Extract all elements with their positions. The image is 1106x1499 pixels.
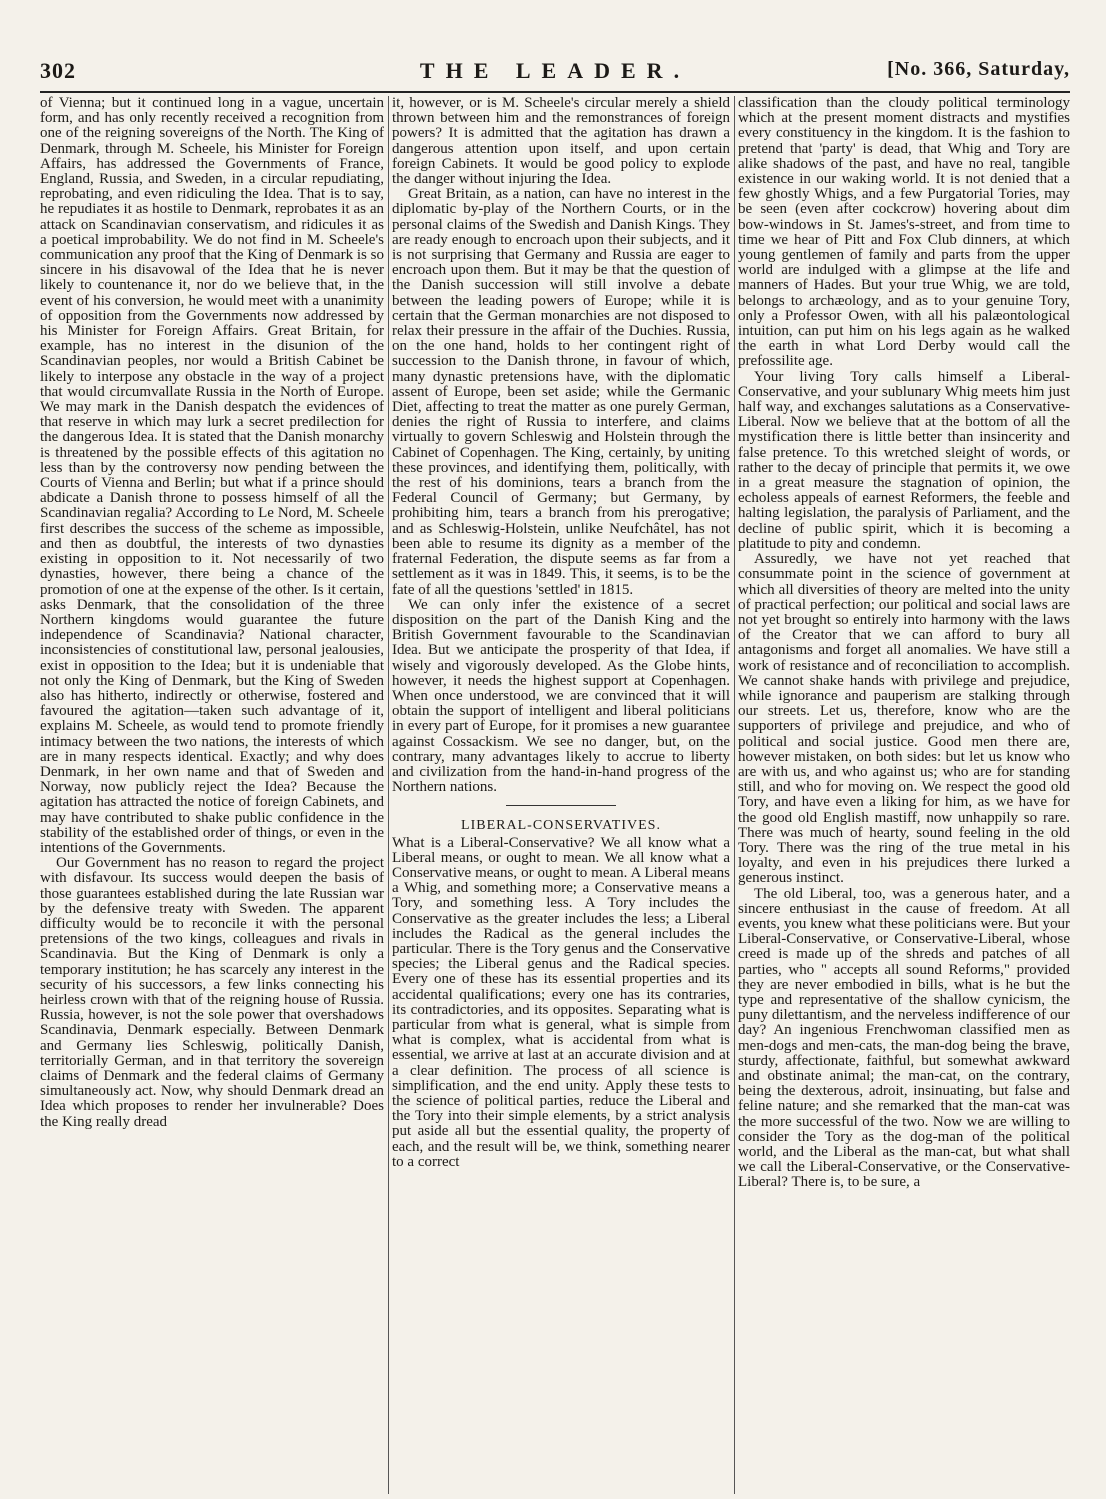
paragraph: Our Government has no reason to regard the project with disfavour. Its success would deepen the basis of those guarantees established during the late Russian war by the defensive treaty with Sweden. The apparent difficulty would be to reconcile it with the personal pretensions of the two kings, colleagues and rivals in Scandinavia. But the King of Denmark is only a temporary institution; he has scarcely any interest in the security of his successors, a few links connecting his heirless crown with that of the reigning house of Russia. Russia, however, is not the sole power that overshadows Scandinavia, Denmark especially. Between Denmark and Germany lies Schleswig, politically Danish, territorially German, and in that territory the sovereign claims of Denmark and the federal claims of Germany simultaneously act. Now, why should Denmark dread an Idea which proposes to render her invulnerable? Does the King really dread [40, 855, 384, 1130]
column-divider [388, 96, 389, 1494]
page-number: 302 [40, 58, 76, 83]
section-rule [506, 805, 616, 806]
paragraph: of Vienna; but it continued long in a vague, uncertain form, and has only recently received a recognition from one of the reigning sovereigns of the North. The King of Denmark, through M. Scheele, his Minister for Foreign Affairs, has addressed the Governments of France, England, Russia, and Sweden, in a circular repudiating, reprobating, and even ridiculing the Idea. That is to say, he repudiates it as hostile to Denmark, reprobates it as an attack on Scandinavian conservatism, and ridicules it as a poetical improbability. We do not find in M. Scheele's communication any proof that the King of Denmark is so sincere in his disavowal of the Idea that he is never likely to countenance it, nor do we believe that, in the event of his conversion, he would meet with a unanimity of opposition from the Governments now addressed by his Minister for Foreign Affairs. Great Britain, for example, has no interest in the disunion of the Scandinavian peoples, nor would a British Cabinet be likely to interpose any obstacle in the way of a project that would circumvallate Russia in the North of Europe. We may mark in the Danish despatch the evidences of that reserve in which may lurk a secret predilection for the dangerous Idea. It is stated that the Danish monarchy is threatened by the possible effects of this agitation no less than by the controversy now pending between the Courts of Vienna and Berlin; but what if a prince should abdicate a Danish throne to possess himself of all the Scandinavian regalia? According to Le Nord, M. Scheele first describes the success of the scheme as impossible, and then as doubtful, the interests of two dynasties existing in opposition to it. Not necessarily of two dynasties, however, there being a chance of the promotion of one at the expense of the other. Is it certain, asks Denmark, that the consolidation of the three Northern kingdoms would guarantee the future independence of Scandinavia? National character, inconsistencies of constitutional law, personal jealousies, exist in opposition to the Idea; but it is undeniable that not only the King of Denmark, but the King of Sweden also has hitherto, indirectly or otherwise, fostered and favoured the agitation—taken such advantage of it, explains M. Scheele, as would tend to promote friendly intimacy between the two nations, the interests of which are in many respects identical. Exactly; and why does Denmark, in her own name and that of Sweden and Norway, now publicly reject the Idea? Because the agitation has attracted the notice of foreign Cabinets, and may have contributed to shake public confidence in the stability of the established order of things, or even in the intentions of the Governments. [40, 96, 384, 856]
paragraph: it, however, or is M. Scheele's circular merely a shield thrown between him and the remonstrances of foreign powers? It is admitted that the agitation has drawn a dangerous attention upon itself, and upon certain foreign Cabinets. It would be good policy to explode the danger without injuring the Idea. [392, 96, 730, 188]
column-right [738, 96, 1070, 1494]
page-header [40, 58, 1070, 88]
section-heading: LIBERAL-CONSERVATIVES. [461, 818, 661, 834]
paragraph: Assuredly, we have not yet reached that consummate point in the science of government at which all diversities of theory are melted into the unity of practical perfection; our political and social laws are not yet brought so entirely into harmony with the laws of the Creator that we can afford to bury all antagonisms and forget all anomalies. We have still a work of resistance and of reconciliation to accomplish. We cannot shake hands with privilege and prejudice, while ignorance and pauperism are stalking through our streets. Let us, therefore, know who are the supporters of privilege and prejudice, and who of political and social justice. Good men there are, however mistaken, on both sides: but let us know who are with us, and who against us; who are for standing still, and who for moving on. We respect the good old Tory, and have even a liking for him, as we have for the good old English mastiff, now unhappily so rare. There was much of hearty, sound feeling in the old Tory. There was the ring of the true metal in his loyalty, and even in his prejudices there lurked a generous instinct. [738, 551, 1070, 887]
paragraph: What is a Liberal-Conservative? We all know what a Liberal means, or ought to mean. We all know what a Conservative means, or ought to mean. A Liberal means a Whig, and something more; a Conservative means a Tory, and something less. A Tory includes the Conservative as the greater includes the less; a Liberal includes the Radical as the general includes the particular. There is the Tory genus and the Conservative species; the Liberal genus and the Radical species. Every one of these has its essential properties and its accidental qualifications; every one has its contraries, its contradictories, and its opposites. Separating what is particular from what is general, what is simple from what is complex, what is accidental from what is essential, we arrive at last at an accurate division and at a clear definition. The process of all science is simplification, and the end unity. Apply these tests to the science of political parties, reduce the Liberal and the Tory into their simple elements, by a strict analysis put aside all but the essential quality, the property of each, and the result will be, we think, something nearer to a correct [392, 834, 730, 1170]
column-left [40, 96, 384, 1494]
column-middle [392, 96, 730, 1494]
header-rule [40, 91, 1070, 93]
masthead-title: THE LEADER. [419, 58, 691, 83]
paragraph: Great Britain, as a nation, can have no interest in the diplomatic by-play of the Northern Courts, or in the personal claims of the Swedish and Danish Kings. They are ready enough to encroach upon their subjects, and it is not surprising that Germany and Russia are eager to encroach upon them. But it may be that the question of the Danish succession will still involve a debate between the leading powers of Europe; while it is certain that the German monarchies are not disposed to relax their pressure in the affair of the Duchies. Russia, on the one hand, holds to her contingent right of succession to the Danish throne, in favour of which, many dynastic pretensions have, with the diplomatic assent of Europe, been set aside; while the Germanic Diet, affecting to treat the matter as one purely German, denies the right of Russia to interfere, and claims virtually to govern Schleswig and Holstein through the Cabinet of Copenhagen. The King, certainly, by uniting these provinces, and identifying them, politically, with the rest of his dominions, tears a branch from the Federal Council of Germany; but Germany, by prohibiting him, tears a branch from his prerogative; and as Schleswig-Holstein, unlike Neufchâtel, has not been able to resume its dignity as a member of the fraternal Federation, the dispute seems as far from a settlement as it was in 1849. This, it seems, is to be the fate of all the questions 'settled' in 1815. [392, 186, 730, 598]
paragraph: Your living Tory calls himself a Liberal-Conservative, and your sublunary Whig meets him just half way, and exchanges salutations as a Conservative-Liberal. Now we believe that at the bottom of all the mystification there is little better than insincerity and false pretence. To this wretched sleight of words, or rather to the decay of principle that permits it, we owe in a great measure the stagnation of opinion, the echoless appeals of earnest Reformers, the feeble and halting legislation, the paralysis of Parliament, and the decline of public spirit, which it is becoming a platitude to pity and condemn. [738, 368, 1070, 552]
paragraph: We can only infer the existence of a secret disposition on the part of the Danish King and the British Government favourable to the Scandinavian Idea. But we anticipate the prosperity of that Idea, if wisely and vigorously developed. As the Globe hints, however, it needs the highest support at Copenhagen. When once understood, we are convinced that it will obtain the support of intelligent and liberal politicians in every part of Europe, for it promises a new guarantee against Cossackism. We see no danger, but, on the contrary, many advantages likely to accrue to liberty and civilization from the hand-in-hand progress of the Northern nations. [392, 596, 730, 796]
issue-date-line: [No. 366, Saturday, [887, 58, 1070, 80]
paragraph: The old Liberal, too, was a generous hater, and a sincere enthusiast in the cause of freedom. At all events, you knew what these politicians were. But your Liberal-Conservative, or Conservative-Liberal, whose creed is made up of the shreds and patches of all parties, who " accepts all sound Reforms," provided they are never embodied in bills, what is he but the type and representative of the shallow cynicism, the puny dilettantism, and the nerveless indifference of our day? An ingenious Frenchwoman classified men as men-dogs and men-cats, the man-dog being the brave, sturdy, affectionate, faithful, but somewhat awkward and obstinate animal; the man-cat, on the contrary, being the dexterous, adroit, insinuating, but false and feline nature; and she remarked that the man-cat was the more successful of the two. Now we are willing to consider the Tory as the dog-man of the political world, and the Liberal as the man-cat, but what shall we call the Liberal-Conservative, or the Conservative-Liberal? There is, to be sure, a [738, 885, 1070, 1191]
paragraph: classification than the cloudy political terminology which at the present moment distracts and mystifies every constituency in the kingdom. It is the fashion to pretend that 'party' is dead, that Whig and Tory are alike shadows of the past, and have no real, tangible existence in our waking world. It is not denied that a few ghostly Whigs, and a few Purgatorial Tories, may be seen (even after cockcrow) hovering about dim bow-windows in St. James's-street, and from time to time we hear of Pitt and Fox Club dinners, at which young gentlemen of family and parts from the upper world are indulged with a glimpse at the life and manners of Hades. But your true Whig, we are told, belongs to archæology, and as to your genuine Tory, only a Professor Owen, with all his palæontological intuition, can put him on his legs again as he walked the earth in what Lord Derby would call the prefossilite age. [738, 96, 1070, 370]
column-divider [734, 96, 735, 1494]
